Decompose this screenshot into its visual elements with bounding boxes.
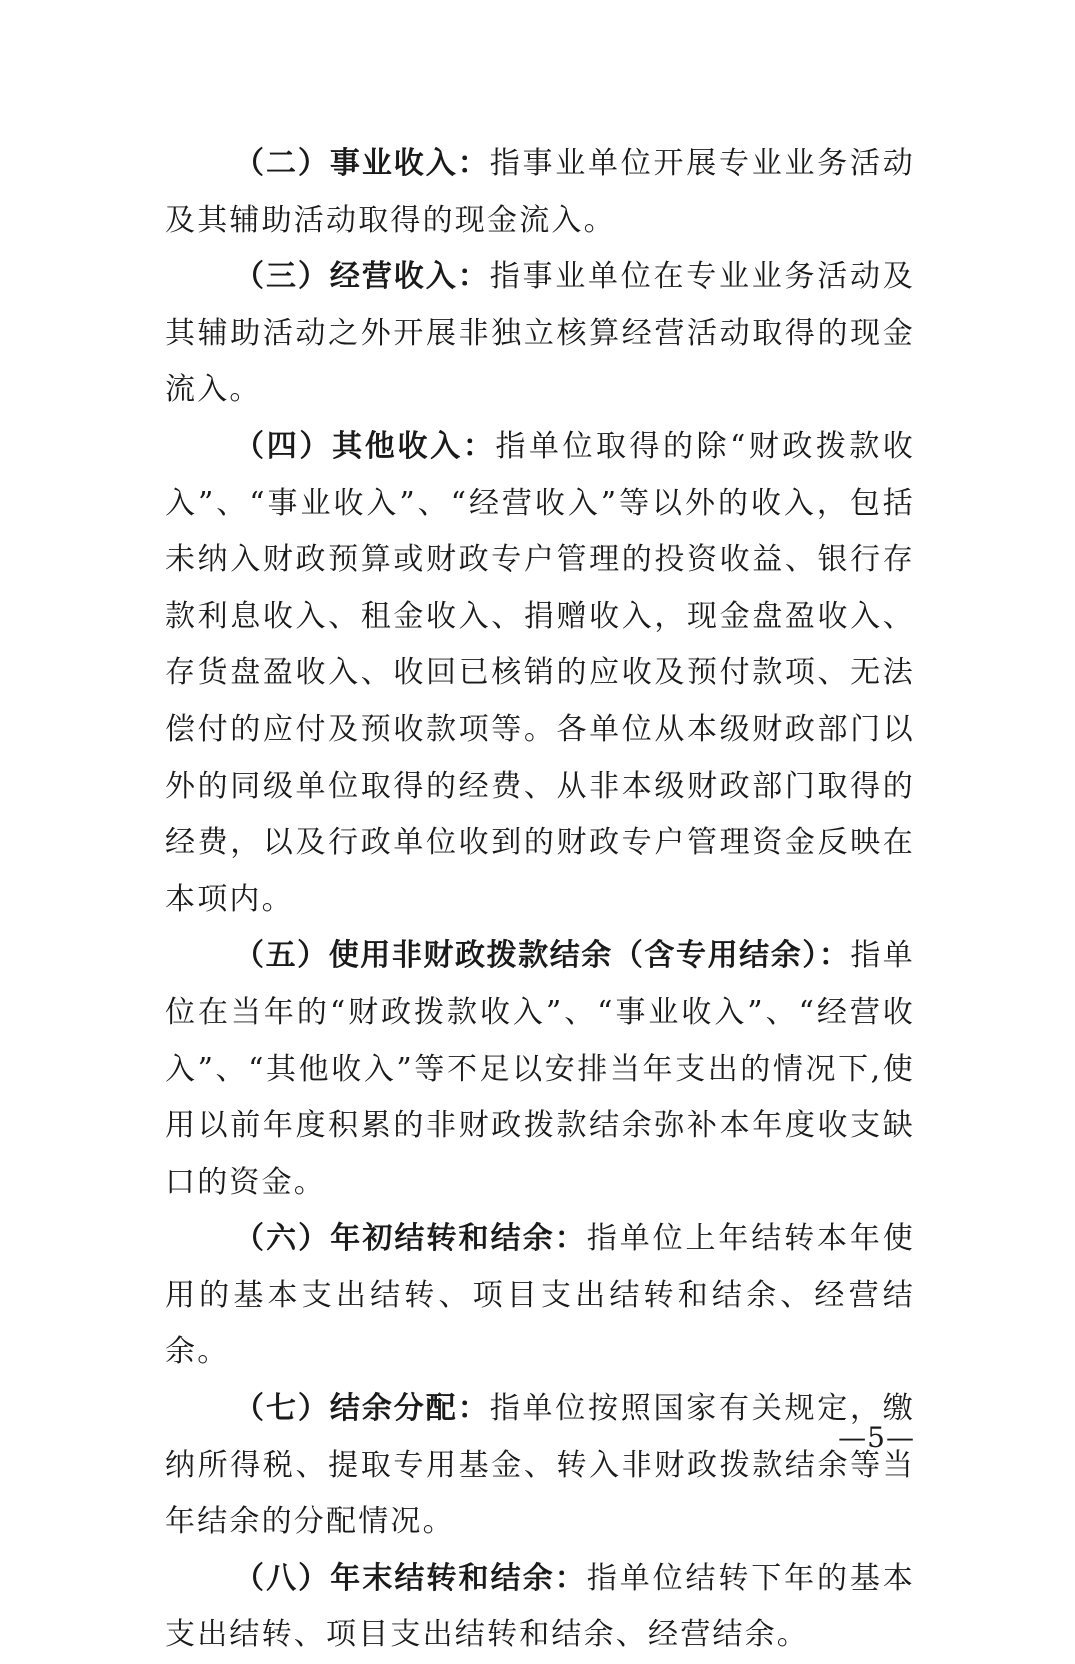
definition-text: 指单位结转下年的基本支出结转、项目支出结转和结余、经营结余。 [165, 1560, 916, 1653]
term-heading: （六）年初结转和结余： [234, 1221, 587, 1257]
term-heading: （三）经营收入： [234, 259, 490, 295]
term-heading: （五）使用非财政拨款结余（含专用结余）： [234, 938, 851, 974]
term-heading: （二）事业收入： [234, 146, 490, 181]
term-heading: （七）结余分配： [234, 1391, 490, 1427]
page-number: —5— [838, 1421, 915, 1454]
term-heading: （四）其他收入： [234, 428, 496, 464]
term-heading: （八）年末结转和结余： [234, 1560, 587, 1596]
paragraph-closing-balance [165, 1551, 915, 1664]
paragraph-business-income [165, 136, 915, 249]
definition-text: 指单位按照国家有关规定，缴纳所得税、提取专用基金、转入非财政拨款结余等当年结余的分配情况。 [165, 1391, 915, 1540]
definition-text: 指单位上年结转本年使用的基本支出结转、项目支出结转和结余、经营结余。 [165, 1221, 916, 1370]
document-body [165, 136, 915, 1664]
definition-text: 指事业单位在专业业务活动及其辅助活动之外开展非独立核算经营活动取得的现金流入。 [165, 259, 915, 408]
paragraph-other-income [165, 419, 915, 928]
paragraph-surplus-distribution [165, 1381, 915, 1551]
definition-text: 指事业单位开展专业业务活动及其辅助活动取得的现金流入。 [165, 146, 915, 238]
paragraph-opening-balance [165, 1211, 915, 1381]
definition-text: 指单位取得的除“财政拨款收入”、“事业收入”、“经营收入”等以外的收入，包括未纳入财政预算或财政专户管理的投资收益、银行存款利息收入、租金收入、捐赠收入，现金盘盈收入、存货盘盈收入、收回已核销的应收及预付款项、无法偿付的应付及预收款项等。各单位从本级财政部门以外的同级单位取得的经费、从非本级财政部门取得的经费，以及行政单位收到的财政专户管理资金反映在本项内。 [165, 428, 915, 917]
paragraph-operating-income [165, 249, 915, 419]
definition-text: 指单位在当年的“财政拨款收入”、“事业收入”、“经营收入”、“其他收入”等不足以安排当年支出的情况下,使用以前年度积累的非财政拨款结余弥补本年度收支缺口的资金。 [165, 938, 915, 1200]
paragraph-non-fiscal-balance [165, 928, 915, 1211]
